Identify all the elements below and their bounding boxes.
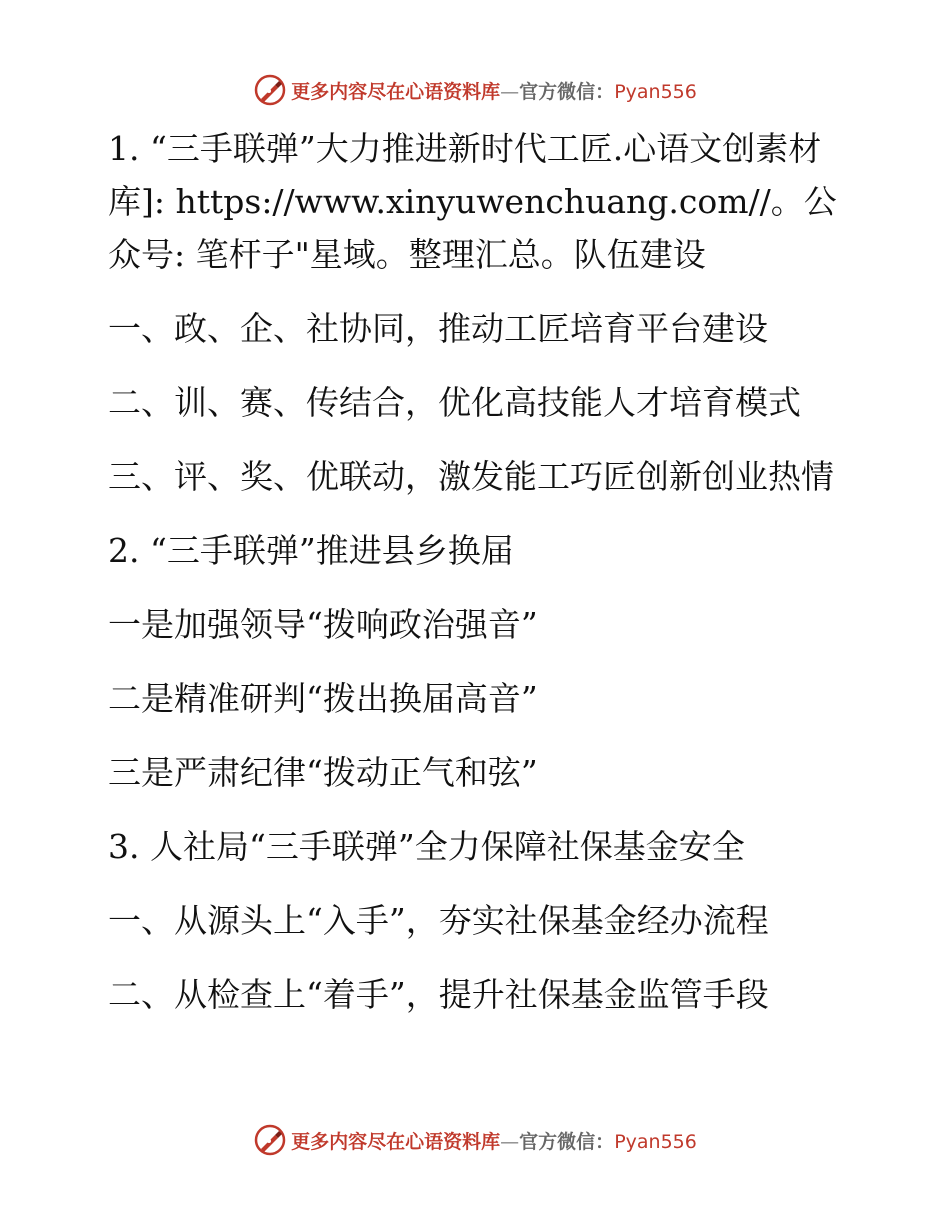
pen-logo-icon (253, 73, 287, 107)
paragraph-3-heading: 3. 人社局“三手联弹”全力保障社保基金安全 (108, 827, 745, 866)
paragraph-2-item-2: 二是精准研判“拨出换届高音” (108, 679, 538, 718)
paragraph-2-item-3: 三是严肃纪律“拨动正气和弦” (108, 753, 538, 792)
pen-logo-icon (253, 1123, 287, 1157)
footer-banner (0, 1120, 950, 1160)
paragraph-1-item-3: 三、评、奖、优联动，激发能工巧匠创新创业热情 (108, 457, 834, 496)
header-wechat-id: Pyan556 (614, 80, 697, 103)
header-separator: — (500, 80, 520, 103)
header-banner (0, 70, 950, 110)
header-text (291, 77, 697, 104)
paragraph-3-item-2: 二、从检查上“着手”，提升社保基金监管手段 (108, 975, 769, 1014)
paragraph-2-heading: 2. “三手联弹”推进县乡换届 (108, 531, 514, 570)
header-wechat-label: 官方微信： (519, 80, 615, 103)
footer-site-name: 更多内容尽在心语资料库 (291, 1130, 501, 1153)
footer-wechat-id: Pyan556 (614, 1130, 697, 1153)
header-site-name: 更多内容尽在心语资料库 (291, 80, 501, 103)
paragraph-1-item-1: 一、政、企、社协同，推动工匠培育平台建设 (108, 309, 768, 348)
footer-text (291, 1127, 697, 1154)
document-body (98, 122, 838, 1021)
footer-wechat-label: 官方微信： (519, 1130, 615, 1153)
paragraph-3-item-1: 一、从源头上“入手”，夯实社保基金经办流程 (108, 901, 769, 940)
paragraph-2-item-1: 一是加强领导“拨响政治强音” (108, 605, 538, 644)
paragraph-1-heading: 1. “三手联弹”大力推进新时代工匠.心语文创素材库]: https://www.xinyuwenchuang.com//。公众号: 笔杆子"星域。整理汇总。队伍建设 (108, 129, 837, 274)
footer-separator: — (500, 1130, 520, 1153)
paragraph-1-item-2: 二、训、赛、传结合，优化高技能人才培育模式 (108, 383, 801, 422)
